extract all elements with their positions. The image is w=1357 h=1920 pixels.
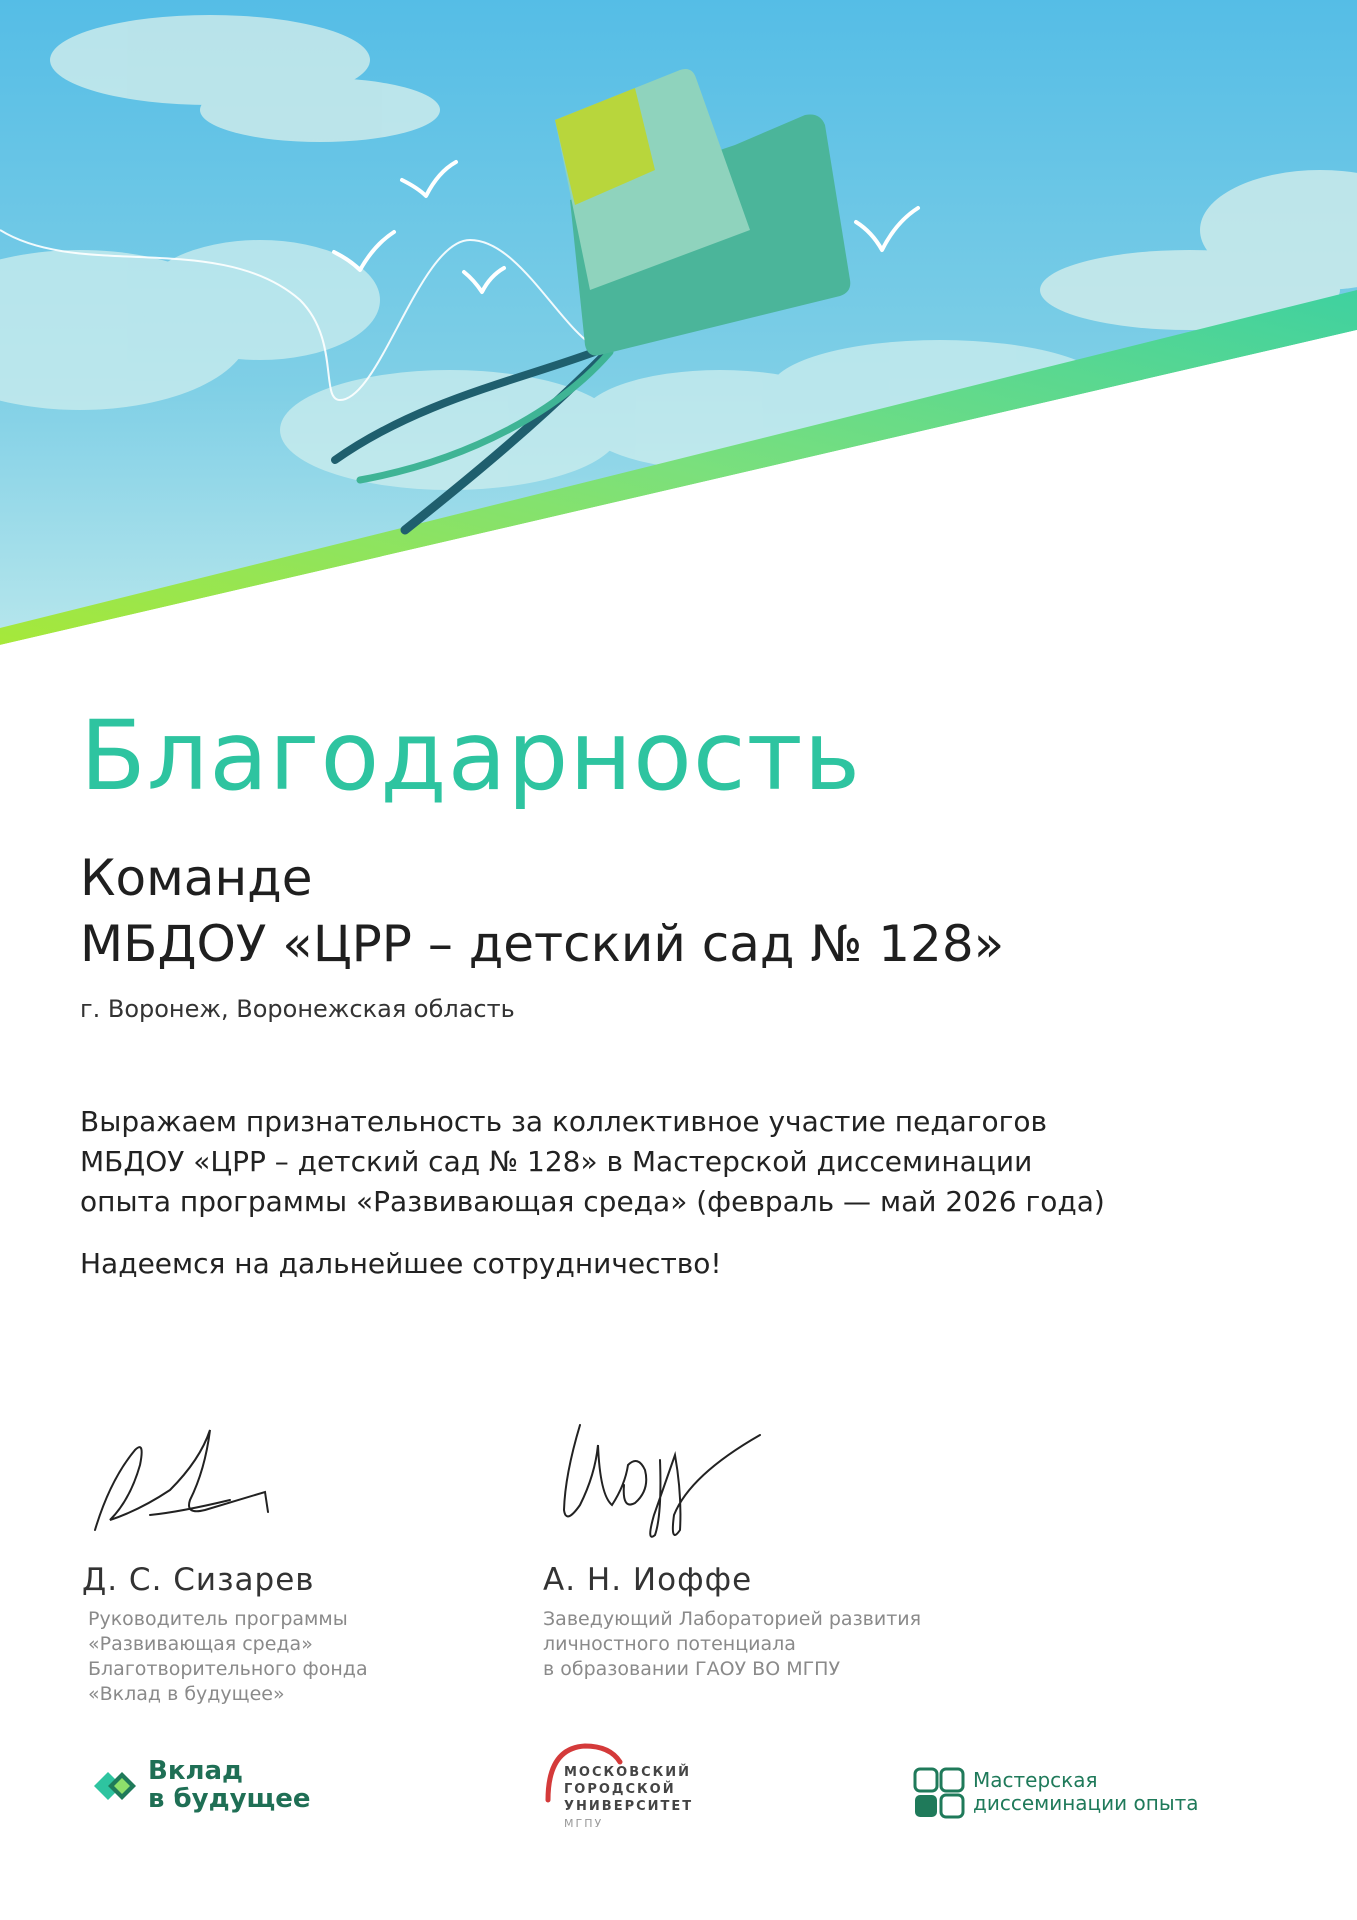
signatory-role [543, 1607, 921, 1682]
recipient-line-1: Команде [80, 849, 313, 907]
role-line: «Вклад в будущее» [88, 1683, 285, 1705]
role-line: «Развивающая среда» [88, 1633, 313, 1655]
role-line: Заведующий Лабораторией развития [543, 1608, 922, 1630]
certificate-title: Благодарность [80, 700, 862, 812]
body-line: опыта программы «Развивающая среда» (февраль — май 2026 года) [80, 1185, 1105, 1218]
certificate-body [80, 1102, 1260, 1222]
logo-line: МОСКОВСКИЙ [564, 1765, 692, 1780]
body-line: Выражаем признательность за коллективное участие педагогов [80, 1105, 1048, 1138]
role-line: Руководитель программы [88, 1608, 348, 1630]
role-line: Благотворительного фонда [88, 1658, 368, 1680]
role-line: личностного потенциала [543, 1633, 796, 1655]
recipient-location: г. Воронеж, Воронежская область [80, 995, 515, 1023]
mgpu-logo-text [564, 1764, 693, 1832]
vklad-logo-icon [90, 1763, 142, 1809]
body-line: МБДОУ «ЦРР – детский сад № 128» в Мастерской диссеминации [80, 1145, 1033, 1178]
masterskaya-logo-icon [913, 1767, 965, 1819]
logo-line: диссеминации опыта [973, 1791, 1199, 1815]
recipient-line-2: МБДОУ «ЦРР – детский сад № 128» [80, 915, 1005, 973]
header-illustration [0, 0, 1357, 650]
masterskaya-logo-text [973, 1769, 1199, 1815]
logo-line: УНИВЕРСИТЕТ [564, 1799, 694, 1814]
logo-line: Мастерская [973, 1768, 1098, 1792]
closing-text: Надеемся на дальнейшее сотрудничество! [80, 1247, 722, 1280]
signatory-role [88, 1607, 368, 1707]
signatory-name: Д. С. Сизарев [82, 1562, 315, 1598]
logo-line: МГПУ [564, 1817, 604, 1830]
signature-ioffe [550, 1415, 770, 1545]
logo-line: ГОРОДСКОЙ [564, 1782, 676, 1797]
recipient [80, 845, 1004, 977]
signatory-name: А. Н. Иоффе [543, 1562, 753, 1598]
logo-line: Вклад [148, 1756, 244, 1786]
signature-sizarev [90, 1420, 280, 1540]
role-line: в образовании ГАОУ ВО МГПУ [543, 1658, 841, 1680]
logo-vklad [90, 1757, 310, 1827]
logo-masterskaya [913, 1765, 1233, 1825]
logo-mgpu [540, 1740, 740, 1840]
vklad-logo-text [148, 1757, 311, 1813]
logo-line: в будущее [148, 1784, 311, 1814]
